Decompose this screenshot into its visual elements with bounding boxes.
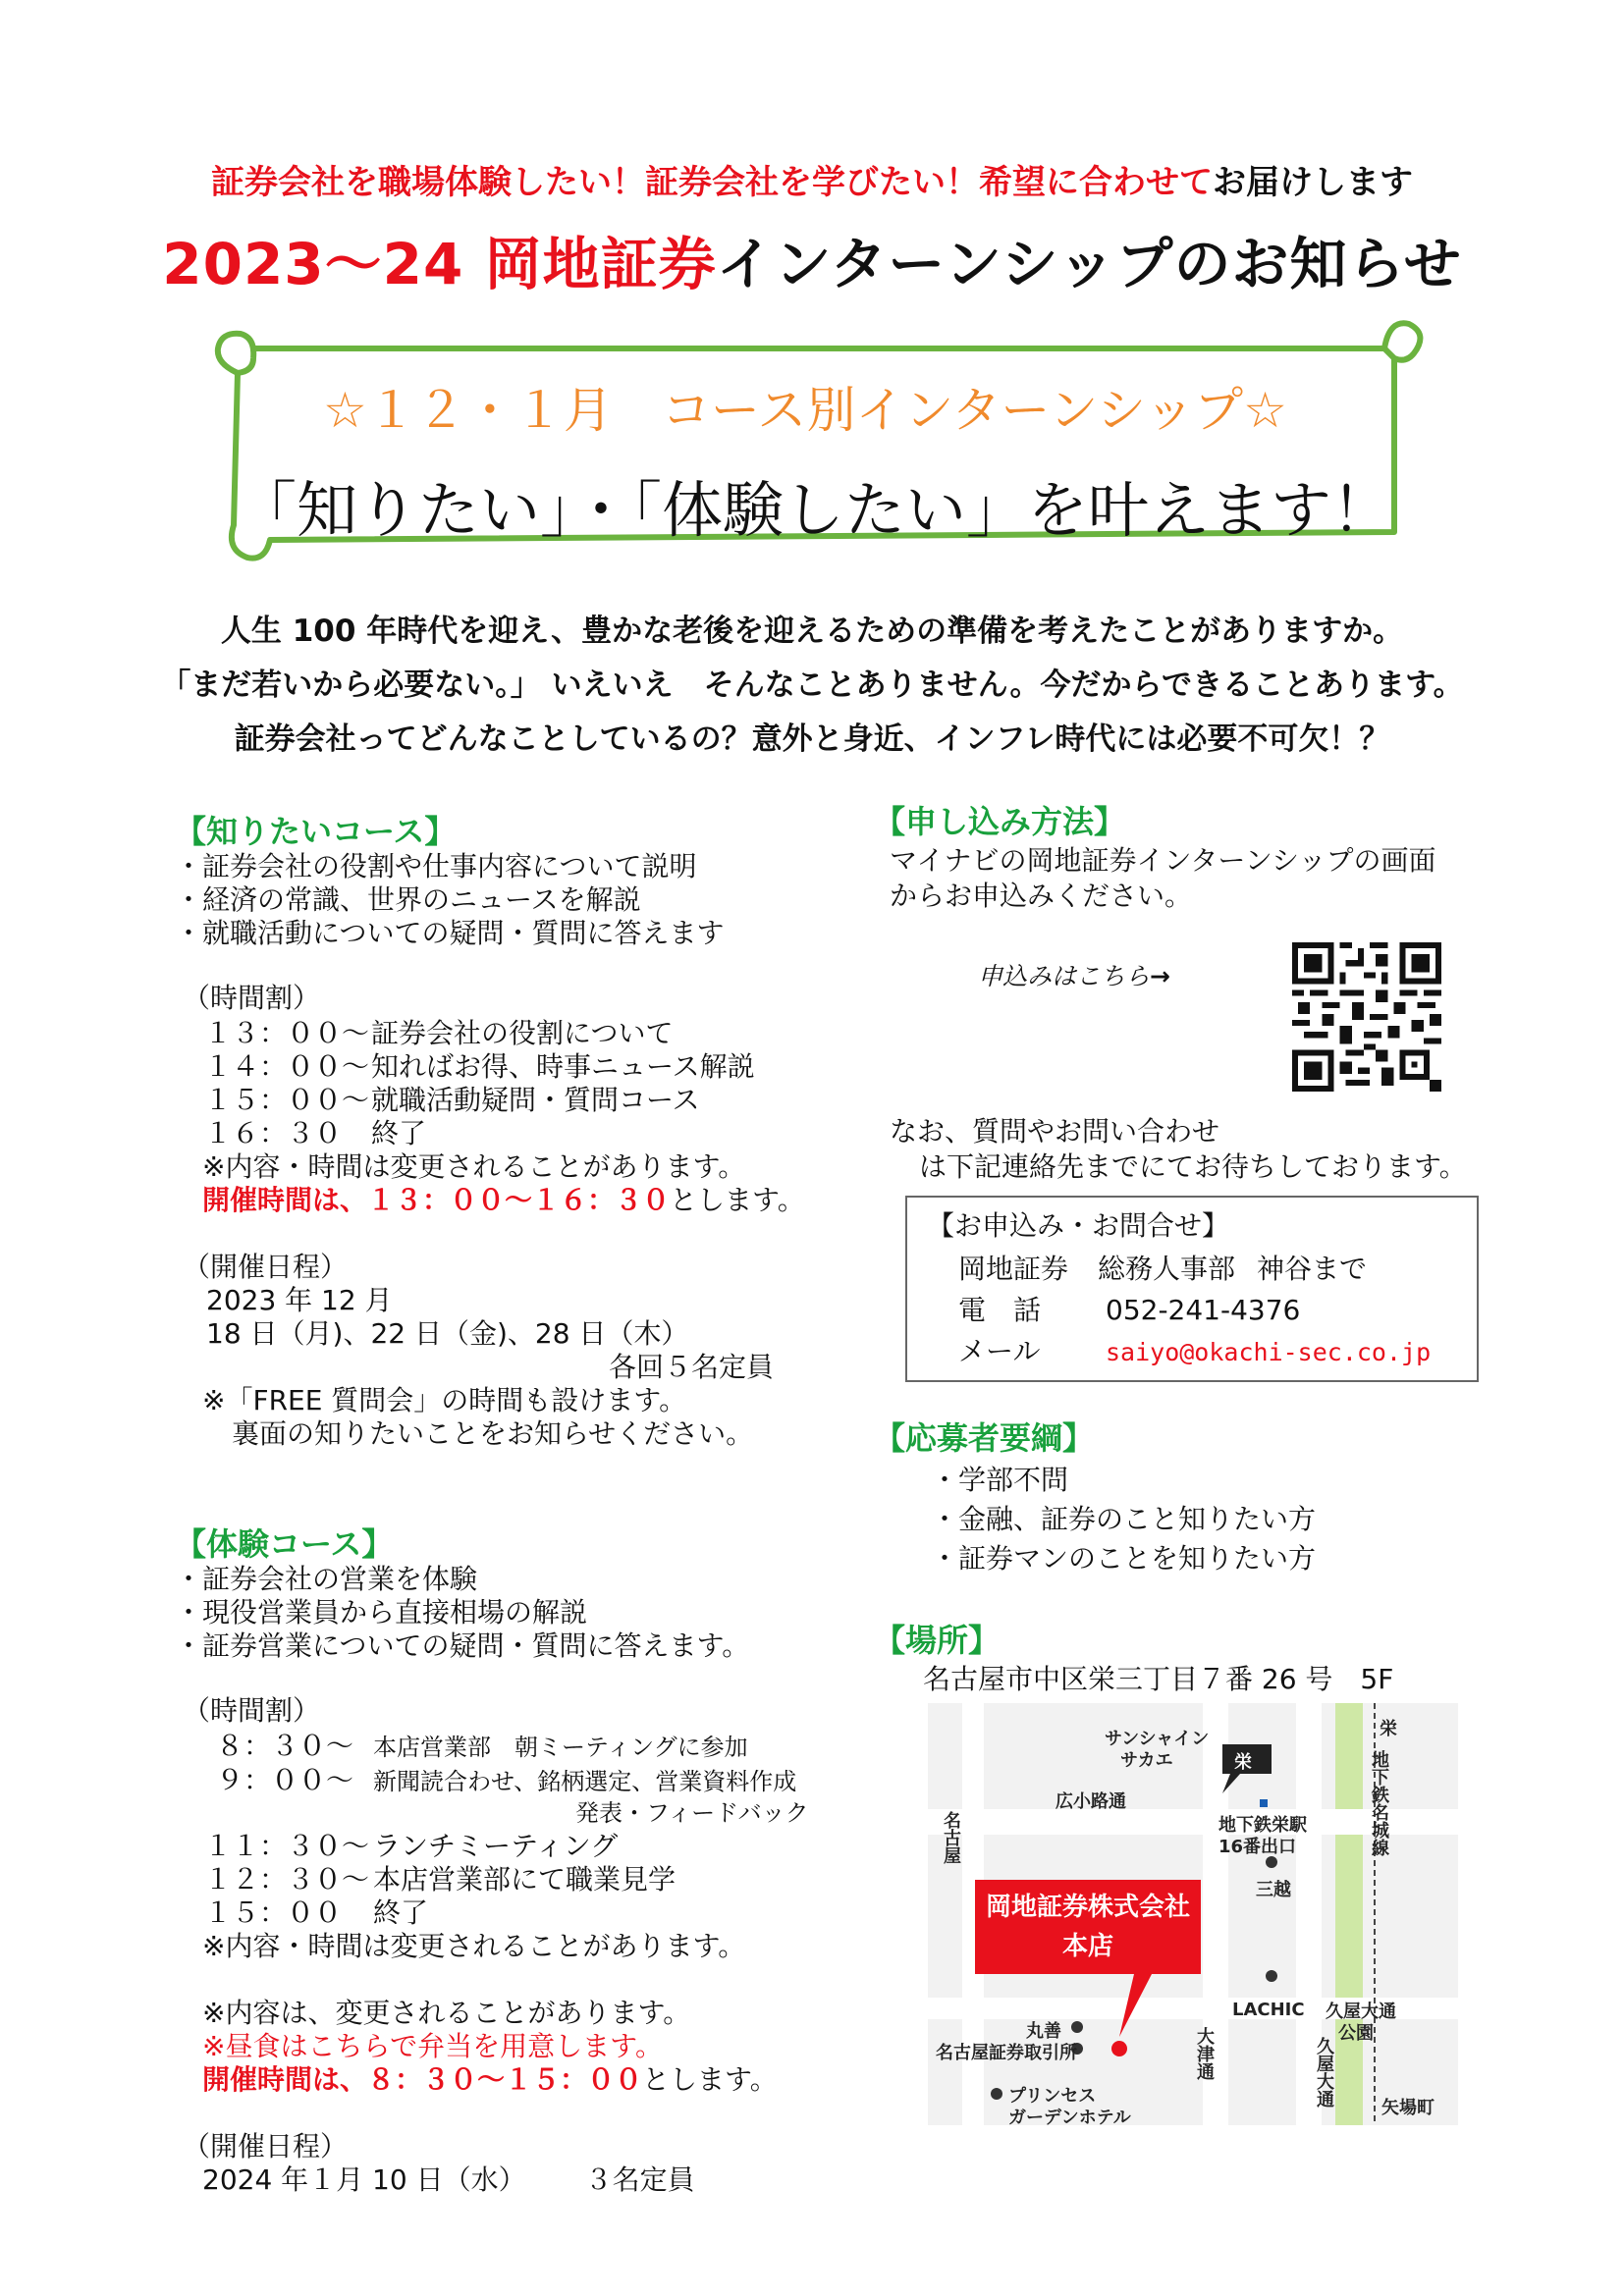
- list-item: ・証券営業についての疑問・質問に答えます。: [175, 1629, 750, 1662]
- intro-line-2: 「まだ若いから必要ない。」 いえいえ そんなことありません。今だからできることあります。: [160, 667, 1464, 703]
- contact-tel: 電 話 052-241-4376: [958, 1294, 1301, 1326]
- intro-line-1: 人生 100 年時代を迎え、豊かな老後を迎えるための準備を考えたことがありますか。: [220, 614, 1404, 649]
- list-item: ・学部不問: [931, 1464, 1069, 1496]
- know-schedule: １３：００～証券会社の役割について １４：００～知ればお得、時事ニュース解説 １５：００～就職活動疑問・質問コース １６：３０ 終了: [204, 1017, 755, 1149]
- apply-heading: 【申し込み方法】: [874, 803, 1126, 840]
- intro-line-3: 証券会社ってどんなことしているの？意外と身近、インフレ時代には必要不可欠！？: [234, 721, 1390, 757]
- list-item: ・証券会社の役割や仕事内容について説明: [175, 850, 697, 882]
- list-item: ・現役営業員から直接相場の解説: [175, 1596, 588, 1629]
- requirements-list: [931, 1461, 1316, 1578]
- experience-hours: 開催時間は、８：３０～１５：００とします。: [202, 2063, 778, 2096]
- know-dates-year: 2023 年 12 月: [206, 1284, 393, 1316]
- banner-course: ☆１２・１月 コース別インターンシップ☆: [323, 382, 1287, 439]
- experience-schedule: ８：３０～ 本店営業部 朝ミーティングに参加 ９：００～ 新聞読合わせ、銘柄選定、営業資料作成: [216, 1730, 797, 1796]
- location-address: 名古屋市中区栄三丁目７番 26 号 5F: [923, 1663, 1394, 1695]
- list-item: ・証券会社の営業を体験: [175, 1563, 478, 1595]
- know-dates: 18 日（月)、22 日（金)、28 日（木）: [206, 1317, 689, 1350]
- access-map: サンシャイン サカエ 栄 広小路通 地下鉄栄駅 16番出口 三越 栄 地下鉄名城線 名古屋 岡地証券株式会社 本店 LACHIC 久屋大通 公園 丸善 名古屋証券取引所 大津通 久屋大通 矢場町 プリンセス ガーデンホテル: [928, 1703, 1458, 2125]
- banner-slogan: 「知りたい」・「体験したい」を叶えます！: [236, 474, 1393, 546]
- know-hours: 開催時間は、１３：００～１６：３０とします。: [202, 1184, 805, 1216]
- email-link[interactable]: saiyo@okachi-sec.co.jp: [1106, 1338, 1432, 1366]
- know-dates-label: （開催日程）: [183, 1251, 349, 1283]
- contact-mail: メール saiyo@okachi-sec.co.jp: [958, 1335, 1432, 1367]
- page-title: 2023～24 岡地証券インターンシップのお知らせ: [162, 231, 1462, 297]
- contact-company: 岡地証券 総務人事部 神谷まで: [958, 1253, 1368, 1285]
- apply-note-1: なお、質問やお問い合わせ: [890, 1115, 1220, 1148]
- experience-schedule-cont: 発表・フィードバック: [575, 1799, 809, 1827]
- experience-note-2: ※内容は、変更されることがあります。: [202, 1997, 691, 2029]
- know-course-heading: 【知りたいコース】: [175, 813, 457, 850]
- map-okachi-head-office: 岡地証券株式会社 本店: [975, 1880, 1201, 1974]
- experience-note: ※内容・時間は変更されることがあります。: [202, 1930, 746, 1962]
- list-item: ・経済の常識、世界のニュースを解説: [175, 883, 641, 916]
- know-capacity: 各回５名定員: [609, 1351, 775, 1383]
- experience-dates-label: （開催日程）: [183, 2130, 349, 2163]
- list-item: ・証券マンのことを知りたい方: [931, 1542, 1317, 1575]
- requirements-heading: 【応募者要綱】: [874, 1419, 1095, 1457]
- lunch-note: ※昼食はこちらで弁当を用意します。: [202, 2030, 663, 2062]
- contact-title: 【お申込み・お問合せ】: [927, 1209, 1230, 1242]
- experience-schedule-label: （時間割）: [183, 1694, 321, 1727]
- free-note-1: ※「FREE 質問会」の時間も設けます。: [202, 1384, 687, 1416]
- qr-code[interactable]: [1292, 942, 1441, 1092]
- experience-schedule-2: １１：３０～ ランチミーティング １２：３０～ 本店営業部にて職業見学 １５：００ 終了: [204, 1830, 677, 1929]
- list-item: ・就職活動についての疑問・質問に答えます: [175, 917, 725, 949]
- apply-line-1: マイナビの岡地証券インターンシップの画面: [890, 844, 1436, 877]
- apply-line-2: からお申込みください。: [890, 880, 1193, 912]
- free-note-2: 裏面の知りたいことをお知らせください。: [232, 1417, 754, 1450]
- apply-note-2: は下記連絡先までにてお待ちしております。: [919, 1150, 1467, 1183]
- location-heading: 【場所】: [874, 1622, 1001, 1659]
- know-schedule-label: （時間割）: [183, 982, 321, 1014]
- tagline: 証券会社を職場体験したい！証券会社を学びたい！希望に合わせてお届けします: [211, 163, 1413, 202]
- experience-dates: 2024 年１月 10 日（水） ３名定員: [202, 2163, 695, 2196]
- qr-label: 申込みはこちら→: [978, 962, 1170, 990]
- know-course-bullets: [175, 850, 724, 950]
- list-item: ・金融、証券のこと知りたい方: [931, 1503, 1317, 1535]
- know-note: ※内容・時間は変更されることがあります。: [202, 1150, 746, 1183]
- experience-course-bullets: [175, 1563, 749, 1663]
- experience-course-heading: 【体験コース】: [175, 1525, 394, 1563]
